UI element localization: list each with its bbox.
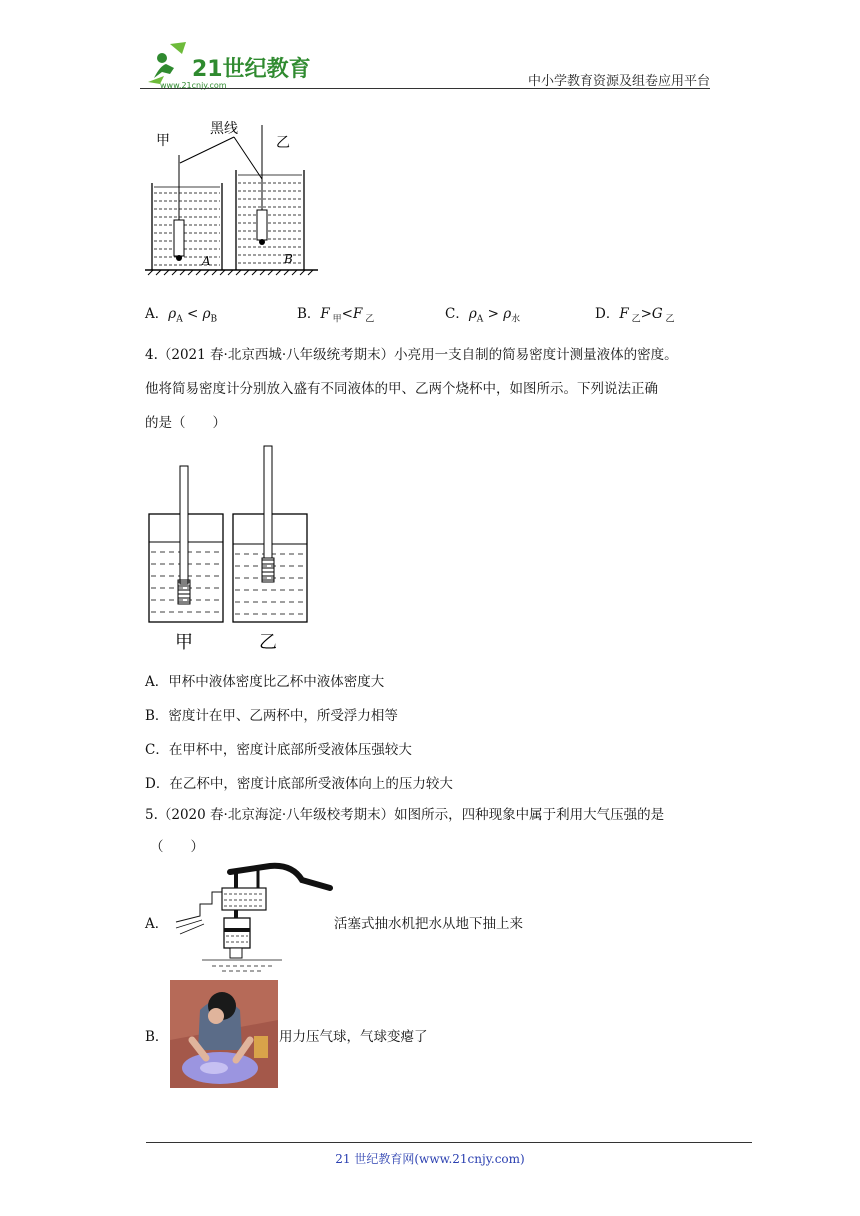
runner-logo-icon: [140, 38, 310, 94]
logo-text: 21世纪教育: [192, 57, 310, 82]
q4-line-1: 4.（2021 春·北京西城·八年级统考期末）小亮用一支自制的简易密度计测量液体的密度。: [145, 347, 678, 363]
option-prefix: A．: [145, 306, 169, 322]
label-a: A: [202, 254, 211, 268]
q4-choice-a[interactable]: A．甲杯中液体密度比乙杯中液体密度大: [145, 674, 385, 690]
q3-option-b[interactable]: B．F $_甲$<F $_乙$: [297, 306, 375, 325]
option-prefix: D．: [595, 306, 620, 322]
header-logo: [140, 38, 310, 94]
q4-choice-b[interactable]: B．密度计在甲、乙两杯中，所受浮力相等: [145, 708, 398, 724]
figure-q4: [145, 442, 315, 661]
q4-line-2: 他将简易密度计分别放入盛有不同液体的甲、乙两个烧杯中，如图所示。下列说法正确: [145, 381, 658, 397]
option-prefix: C．: [445, 306, 469, 322]
q3-option-c[interactable]: C．$\rho_A > \rho_水$: [445, 306, 521, 325]
logo-url: www.21cnjy.com: [160, 81, 227, 90]
q5-option-a-prefix[interactable]: A．: [145, 916, 169, 932]
q5-option-b-text: 用力压气球，气球变瘪了: [279, 1029, 428, 1045]
q3-option-d[interactable]: D．F $_乙$>G $_乙$: [595, 306, 675, 325]
fig4-label-jia: 甲: [175, 632, 193, 653]
q4-choice-d[interactable]: D．在乙杯中，密度计底部所受液体向上的压力较大: [145, 776, 453, 792]
q5-line-2: （ ）: [150, 839, 204, 855]
label-b: B: [284, 252, 293, 266]
q5-option-a-text: 活塞式抽水机把水从地下抽上来: [334, 916, 523, 932]
q4-line-3: 的是（ ）: [145, 415, 226, 431]
option-prefix: B．: [297, 306, 321, 322]
platform-name: 中小学教育资源及组卷应用平台: [528, 74, 711, 89]
q4-choice-c[interactable]: C．在甲杯中，密度计底部所受液体压强较大: [145, 742, 412, 758]
header-rule: [140, 88, 710, 89]
footer-link[interactable]: 21 世纪教育网(www.21cnjy.com): [335, 1152, 525, 1166]
fig4-label-yi: 乙: [259, 632, 277, 653]
pump-figure: [172, 862, 334, 976]
q5-line-1: 5.（2020 春·北京海淀·八年级校考期末）如图所示，四种现象中属于利用大气压强的是: [145, 807, 665, 823]
q5-option-b-prefix[interactable]: B．: [145, 1029, 169, 1045]
label-jia: 甲: [156, 133, 170, 149]
figure-q3: [140, 115, 325, 289]
q3-option-a[interactable]: A．$\rho_A < \rho_B$: [145, 306, 218, 325]
footer-rule: [146, 1142, 752, 1143]
label-black-line: 黑线: [210, 121, 238, 137]
label-yi: 乙: [276, 135, 290, 151]
balloon-photo: [170, 980, 278, 1088]
